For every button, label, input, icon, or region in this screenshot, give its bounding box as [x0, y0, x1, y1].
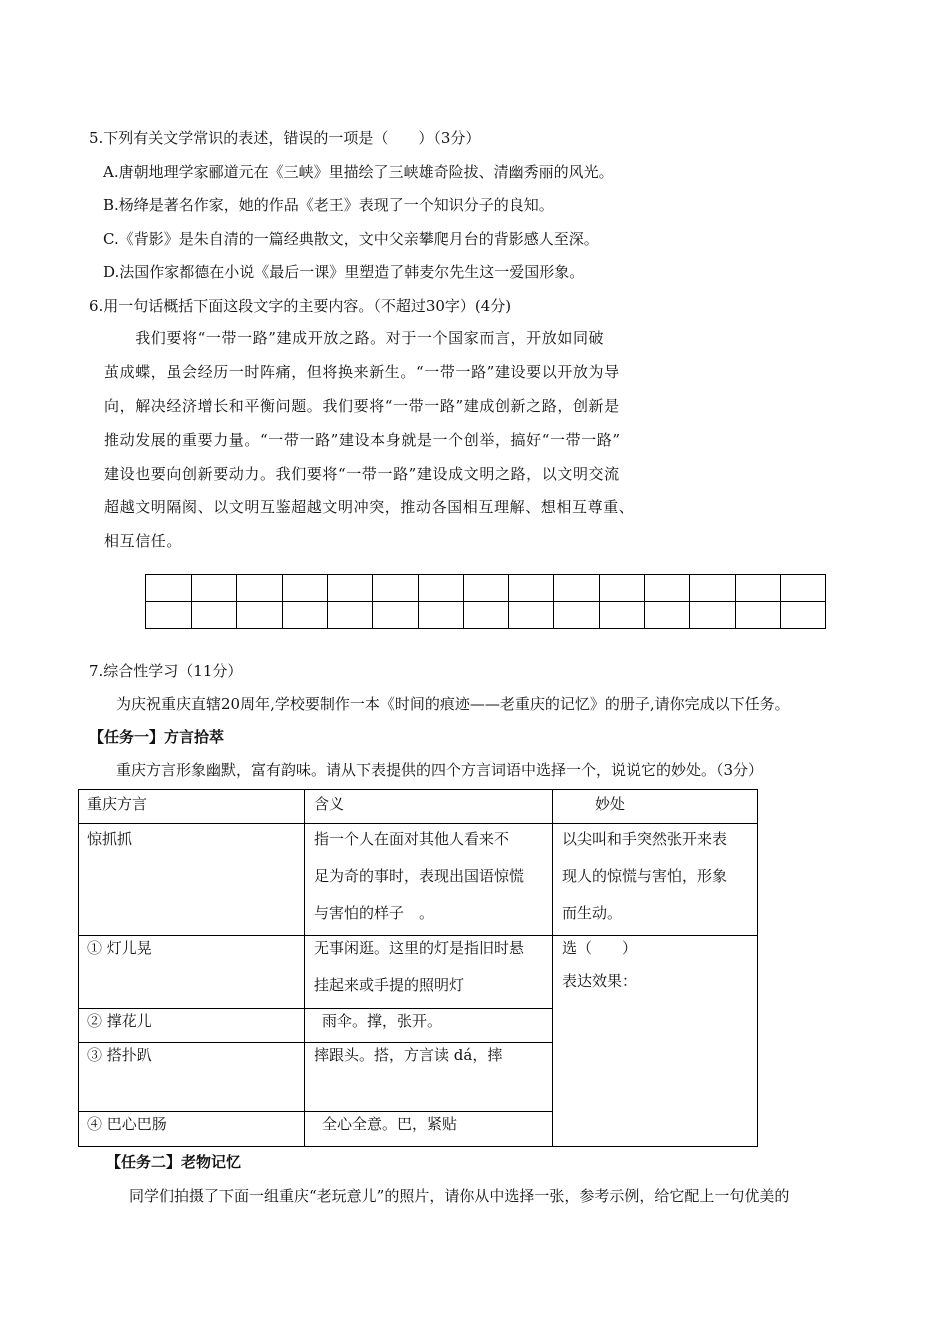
example-meaning-line: 足为奇的事时，表现出国语惊慌 [314, 867, 525, 885]
q6-stem: 6.用一句话概括下面这段文字的主要内容。（不超过30字）(4分) [89, 297, 512, 315]
header-effect: 妙处 [595, 795, 626, 813]
grid-divider [463, 575, 464, 628]
row-term: ① 灯儿晃 [87, 939, 152, 957]
header-dialect: 重庆方言 [87, 795, 148, 813]
q6-passage-line: 我们要将“一带一路”建成开放之路。对于一个国家而言，开放如同破 [104, 329, 605, 347]
grid-divider [553, 575, 554, 628]
task2-title: 【任务二】老物记忆 [106, 1153, 242, 1171]
task2-prompt: 同学们拍摄了下面一组重庆“老玩意儿”的照片，请你从中选择一张，参考示例，给它配上一句优美的 [129, 1187, 790, 1205]
example-meaning-line: 指一个人在面对其他人看来不 [314, 830, 510, 848]
q5-stem: 5.下列有关文学常识的表述，错误的一项是（ ）（3分） [89, 129, 481, 147]
table-border [304, 789, 305, 1147]
row-meaning-line: 摔跟头。搭，方言读 dá，摔 [314, 1046, 503, 1064]
row-meaning-line: 挂起来或手提的照明灯 [314, 976, 465, 994]
table-border [78, 1146, 758, 1147]
example-meaning-line: 与害怕的样子 。 [314, 904, 435, 922]
q6-passage-line: 向，解决经济增长和平衡问题。我们要将“一带一路”建成创新之路，创新是 [104, 397, 620, 415]
task1-title: 【任务一】方言拾萃 [89, 728, 225, 746]
grid-divider [418, 575, 419, 628]
q5-option-d: D.法国作家都德在小说《最后一课》里塑造了韩麦尔先生这一爱国形象。 [103, 263, 585, 281]
effect-label: 表达效果： [562, 972, 638, 990]
choose-label: 选（ ） [562, 939, 638, 957]
q5-option-c: C.《背影》是朱自清的一篇经典散文，文中父亲攀爬月台的背影感人至深。 [103, 230, 599, 248]
grid-divider [372, 575, 373, 628]
q7-intro: 为庆祝重庆直辖20周年,学校要制作一本《时间的痕迹——老重庆的记忆》的册子,请你完成以下任务。 [116, 695, 790, 713]
table-border [78, 789, 758, 790]
task1-prompt: 重庆方言形象幽默，富有韵味。请从下表提供的四个方言词语中选择一个，说说它的妙处。（3分） [116, 761, 764, 779]
row-meaning-line: 雨伞。撑，张开。 [322, 1012, 443, 1030]
q6-passage-line: 相互信任。 [104, 532, 183, 550]
grid-divider [146, 601, 825, 602]
row-term: ④ 巴心巴肠 [87, 1115, 167, 1133]
q7-stem: 7.综合性学习（11分） [89, 662, 243, 680]
grid-divider [644, 575, 645, 628]
dialect-table [78, 789, 758, 1147]
grid-divider [508, 575, 509, 628]
example-effect-line: 现人的惊慌与害怕，形象 [562, 867, 728, 885]
table-border [552, 789, 553, 1147]
table-border [757, 789, 758, 1147]
grid-divider [780, 575, 781, 628]
header-meaning: 含义 [314, 795, 345, 813]
row-term: ② 撑花儿 [87, 1012, 152, 1030]
grid-divider [282, 575, 283, 628]
row-term: ③ 搭扑趴 [87, 1046, 152, 1064]
q5-option-a: A.唐朝地理学家郦道元在《三峡》里描绘了三峡雄奇险拔、清幽秀丽的风光。 [103, 163, 614, 181]
q5-option-b: B.杨绛是著名作家，她的作品《老王》表现了一个知识分子的良知。 [103, 196, 554, 214]
grid-divider [599, 575, 600, 628]
q6-passage-line: 建设也要向创新要动力。我们要将“一带一路”建设成文明之路，以文明交流 [104, 465, 620, 483]
answer-grid[interactable] [145, 574, 826, 629]
q6-passage-line: 推动发展的重要力量。“一带一路”建设本身就是一个创举，搞好“一带一路” [104, 431, 621, 449]
example-term: 惊抓抓 [87, 830, 133, 848]
table-border [78, 789, 79, 1147]
row-meaning-line: 全心全意。巴，紧贴 [322, 1115, 458, 1133]
grid-divider [236, 575, 237, 628]
example-effect-line: 而生动。 [562, 904, 623, 922]
example-effect-line: 以尖叫和手突然张开来表 [562, 830, 728, 848]
q6-passage-line: 茧成蝶，虽会经历一时阵痛，但将换来新生。“一带一路”建设要以开放为导 [104, 363, 620, 381]
grid-divider [191, 575, 192, 628]
grid-divider [689, 575, 690, 628]
grid-divider [327, 575, 328, 628]
grid-divider [735, 575, 736, 628]
q6-passage-line: 超越文明隔阂、以文明互鉴超越文明冲突，推动各国相互理解、想相互尊重、 [104, 498, 635, 516]
row-meaning-line: 无事闲逛。这里的灯是指旧时悬 [314, 939, 525, 957]
